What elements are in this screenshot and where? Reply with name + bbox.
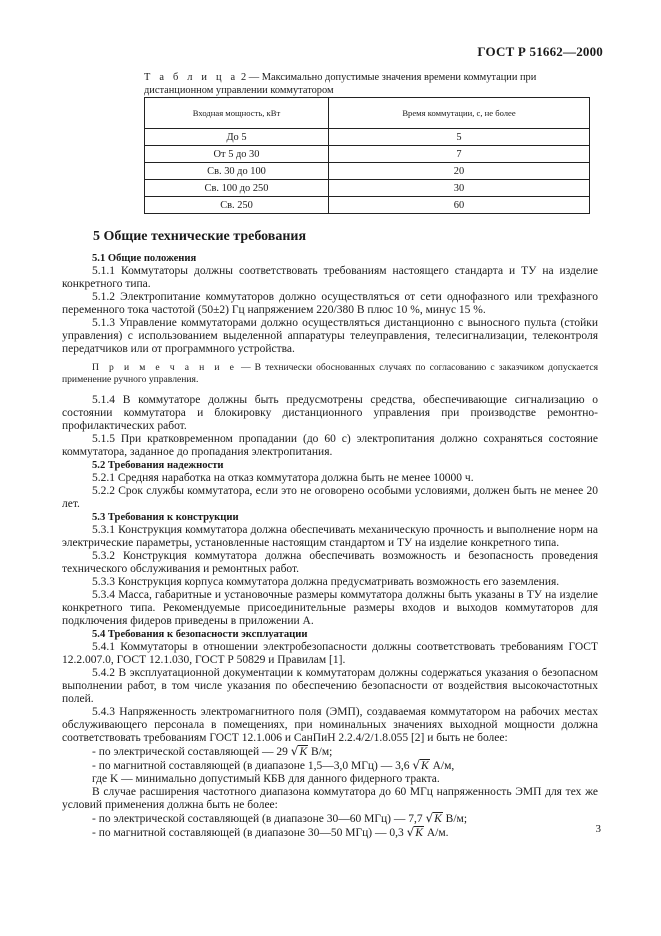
paragraph: 5.3.4 Масса, габаритные и установочные размеры коммутатора должны быть указаны в ТУ на изделие конкретного типа. Рекомендуемые присоединительные размеры входов и выходов коммутаторов для подключения фидеров приведены в приложении А. [62, 589, 598, 627]
subsection-heading: 5.2 Требования надежности [92, 460, 224, 471]
paragraph: 5.1.4 В коммутаторе должны быть предусмотрены средства, обеспечивающие сигнализацию о состоянии коммутатора и блокировку дистанционного управления при производстве ремонтно-профилактических работ. [62, 394, 598, 432]
list-item [62, 745, 598, 759]
paragraph: 5.3.3 Конструкция корпуса коммутатора должна предусматривать возможность его заземления. [92, 576, 560, 588]
subsection-heading: 5.1 Общие положения [92, 253, 197, 264]
subsection-heading: 5.4 Требования к безопасности эксплуатации [92, 629, 308, 640]
paragraph: 5.2.1 Средняя наработка на отказ коммутатора должна быть не менее 10000 ч. [92, 472, 474, 484]
sqrt-variable: K [415, 827, 423, 839]
sqrt-k-formula [412, 760, 429, 772]
list-item-unit: А/м. [423, 827, 449, 839]
cell-time: 7 [329, 146, 590, 163]
sqrt-sign: √ [290, 744, 299, 758]
cell-time: 5 [329, 129, 590, 146]
paragraph: 5.4.1 Коммутаторы в отношении электробезопасности должны соответствовать требованиям ГОСТ 12.2.007.0, ГОСТ 12.1.030, ГОСТ Р 50829 и Правилам [1]. [62, 641, 598, 666]
header-switching-time: Время коммутации, с, не более [329, 98, 590, 129]
table-row [145, 180, 590, 197]
note-text: — В технически обоснованных случаях по согласованию с заказчиком допускается применение ручного управления. [62, 362, 598, 385]
list-item-text: - по магнитной составляющей (в диапазоне 1,5—3,0 МГц) — 3,6 [92, 760, 413, 772]
table-row [145, 197, 590, 214]
section-body [62, 252, 598, 840]
paragraph: 5.1.1 Коммутаторы должны соответствовать требованиям настоящего стандарта и ТУ на изделие конкретного типа. [62, 265, 598, 290]
sqrt-k-formula [425, 813, 442, 825]
paragraph: 5.2.2 Срок службы коммутатора, если это не оговорено особыми условиями, должен быть не менее 20 лет. [62, 485, 598, 510]
table-row [145, 129, 590, 146]
sqrt-sign: √ [412, 758, 421, 772]
cell-power: Св. 250 [145, 197, 329, 214]
list-item-text: - по магнитной составляющей (в диапазоне 30—50 МГц) — 0,3 [92, 827, 407, 839]
document-code: ГОСТ Р 51662—2000 [477, 44, 603, 59]
cell-power: Св. 100 до 250 [145, 180, 329, 197]
table-row [145, 146, 590, 163]
sqrt-k-formula [291, 746, 308, 758]
paragraph: 5.1.5 При кратковременном пропадании (до 60 с) электропитания должно сохраняться состояние коммутатора, заданное до пропадания электропитания. [62, 433, 598, 458]
paragraph: где K — минимально допустимый КБВ для данного фидерного тракта. [92, 773, 440, 785]
list-item-text: - по электрической составляющей (в диапазоне 30—60 МГц) — 7,7 [92, 813, 426, 825]
list-item-text: - по электрической составляющей — 29 [92, 746, 291, 758]
sqrt-variable: K [421, 760, 429, 772]
header-input-power: Входная мощность, кВт [145, 98, 329, 129]
cell-time: 20 [329, 163, 590, 180]
table-caption-text: 2 — Максимально допустимые значения времени коммутации при дистанционном управлении коммутатором [144, 72, 537, 96]
paragraph: В случае расширения частотного диапазона коммутатора до 60 МГц напряженность ЭМП для тех же условий применения должна быть не более: [62, 786, 598, 811]
cell-time: 30 [329, 180, 590, 197]
list-item [62, 812, 598, 826]
paragraph: 5.1.2 Электропитание коммутаторов должно осуществляться от сети однофазного или трехфазного переменного тока частотой (50±2) Гц напряжением 220/380 В плюс 10 %, минус 15 %. [62, 291, 598, 316]
list-item-unit: В/м; [442, 813, 468, 825]
subsection-heading: 5.3 Требования к конструкции [92, 512, 239, 523]
table-row [145, 163, 590, 180]
paragraph: 5.3.2 Конструкция коммутатора должна обеспечивать возможность и безопасность проведения технического обслуживания и ремонтных работ. [62, 550, 598, 575]
cell-power: До 5 [145, 129, 329, 146]
note [62, 362, 598, 386]
table-caption-label: Т а б л и ц а [144, 72, 239, 83]
cell-power: Св. 30 до 100 [145, 163, 329, 180]
sqrt-sign: √ [406, 825, 415, 839]
paragraph: 5.1.3 Управление коммутаторами должно осуществляться дистанционно с выносного пульта (стойки управления) с использованием выделенной аппаратуры телеуправления, телесигнализации, телеконтроля передатчиков или от программного устройства. [62, 317, 598, 355]
page-number: 3 [595, 823, 601, 835]
paragraph: 5.3.1 Конструкция коммутатора должна обеспечивать механическую прочность и выполнение норм на электрические параметры, установленные настоящим стандартом и ТУ на изделие конкретного типа. [62, 524, 598, 549]
list-item-unit: А/м, [429, 760, 455, 772]
table-header-row [145, 98, 590, 129]
cell-time: 60 [329, 197, 590, 214]
list-item [62, 826, 598, 840]
switching-time-table [144, 97, 590, 214]
note-label: П р и м е ч а н и е [92, 362, 237, 373]
paragraph: 5.4.2 В эксплуатационной документации к коммутаторам должны содержаться указания о безопасном выполнении работ, в том числе указания по обеспечению безопасности от воздействия высокочастотных полей. [62, 667, 598, 705]
sqrt-variable: K [299, 746, 308, 758]
table-caption [144, 72, 594, 97]
sqrt-variable: K [434, 813, 442, 825]
paragraph: 5.4.3 Напряженность электромагнитного поля (ЭМП), создаваемая коммутатором на рабочих местах обслуживающего персонала в помещениях, при номинальных значениях выходной мощности должна соответствовать требованиям ГОСТ 12.1.006 и СанПиН 2.2.4/2/1.8.055 [2] и быть не более: [62, 706, 598, 744]
sqrt-sign: √ [425, 811, 434, 825]
sqrt-k-formula [407, 827, 424, 839]
section-title: 5 Общие технические требования [93, 229, 307, 244]
cell-power: От 5 до 30 [145, 146, 329, 163]
list-item [62, 759, 598, 773]
list-item-unit: В/м; [308, 746, 333, 758]
